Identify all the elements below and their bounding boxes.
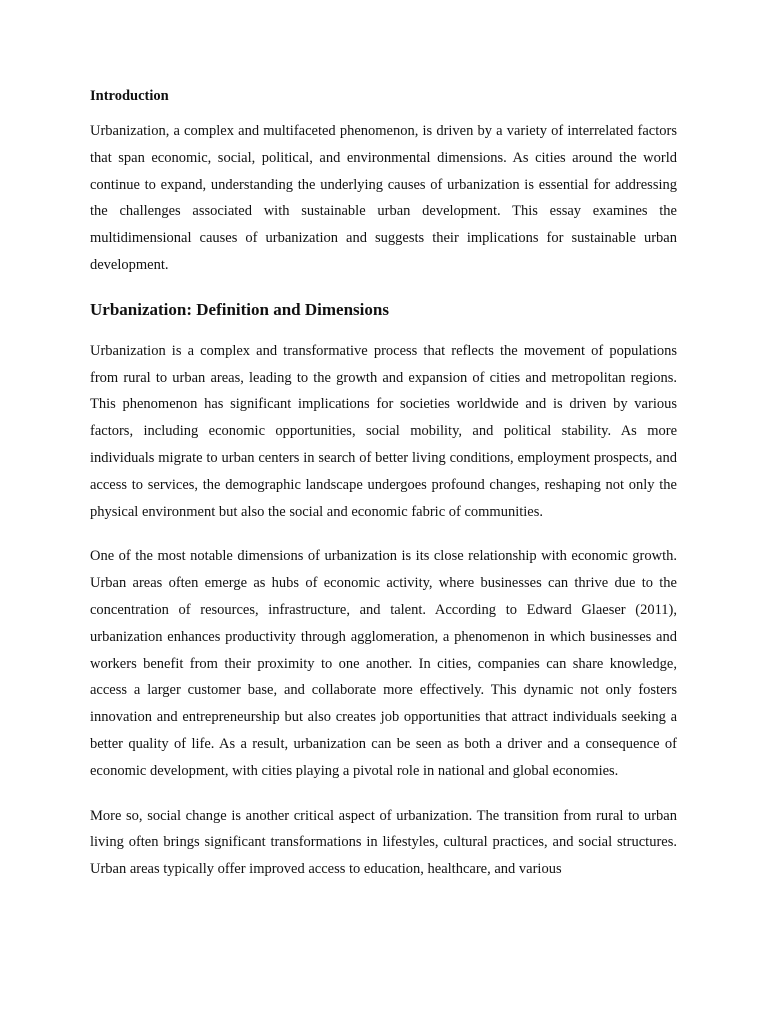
body-paragraph-2: One of the most notable dimensions of urbanization is its close relationship with economic growth. Urban areas often emerge as hubs of economic activity, where businesses can thrive due to the concentration of resources, infrastructure, and talent. According to Edward Glaeser (2011), urbanization enhances productivity through agglomeration, a phenomenon in which businesses and workers benefit from their proximity to one another. In cities, companies can share knowledge, access a larger customer base, and collaborate more effectively. This dynamic not only fosters innovation and entrepreneurship but also creates job opportunities that attract individuals seeking a better quality of life. As a result, urbanization can be seen as both a driver and a consequence of economic development, with cities playing a pivotal role in national and global economies. [90,548,677,779]
section-heading: Urbanization: Definition and Dimensions [90,299,389,319]
body-paragraph-1: Urbanization is a complex and transformative process that reflects the movement of populations from rural to urban areas, leading to the growth and expansion of cities and metropolitan regions. This phenomenon has significant implications for societies worldwide and is driven by various factors, including economic opportunities, social mobility, and political stability. As more individuals migrate to urban centers in search of better living conditions, employment prospects, and access to services, the demographic landscape undergoes profound changes, reshaping not only the physical environment but also the social and economic fabric of communities. [90,342,677,520]
document-page [90,86,677,883]
body-paragraph-3: More so, social change is another critical aspect of urbanization. The transition from rural to urban living often brings significant transformations in lifestyles, cultural practices, and social structures. Urban areas typically offer improved access to education, healthcare, and various [90,807,677,878]
introduction-heading: Introduction [90,88,169,104]
intro-paragraph: Urbanization, a complex and multifaceted phenomenon, is driven by a variety of interrelated factors that span economic, social, political, and environmental dimensions. As cities around the world continue to expand, understanding the underlying causes of urbanization is essential for addressing the challenges associated with sustainable urban development. This essay examines the multidimensional causes of urbanization and suggests their implications for sustainable urban development. [90,123,677,273]
